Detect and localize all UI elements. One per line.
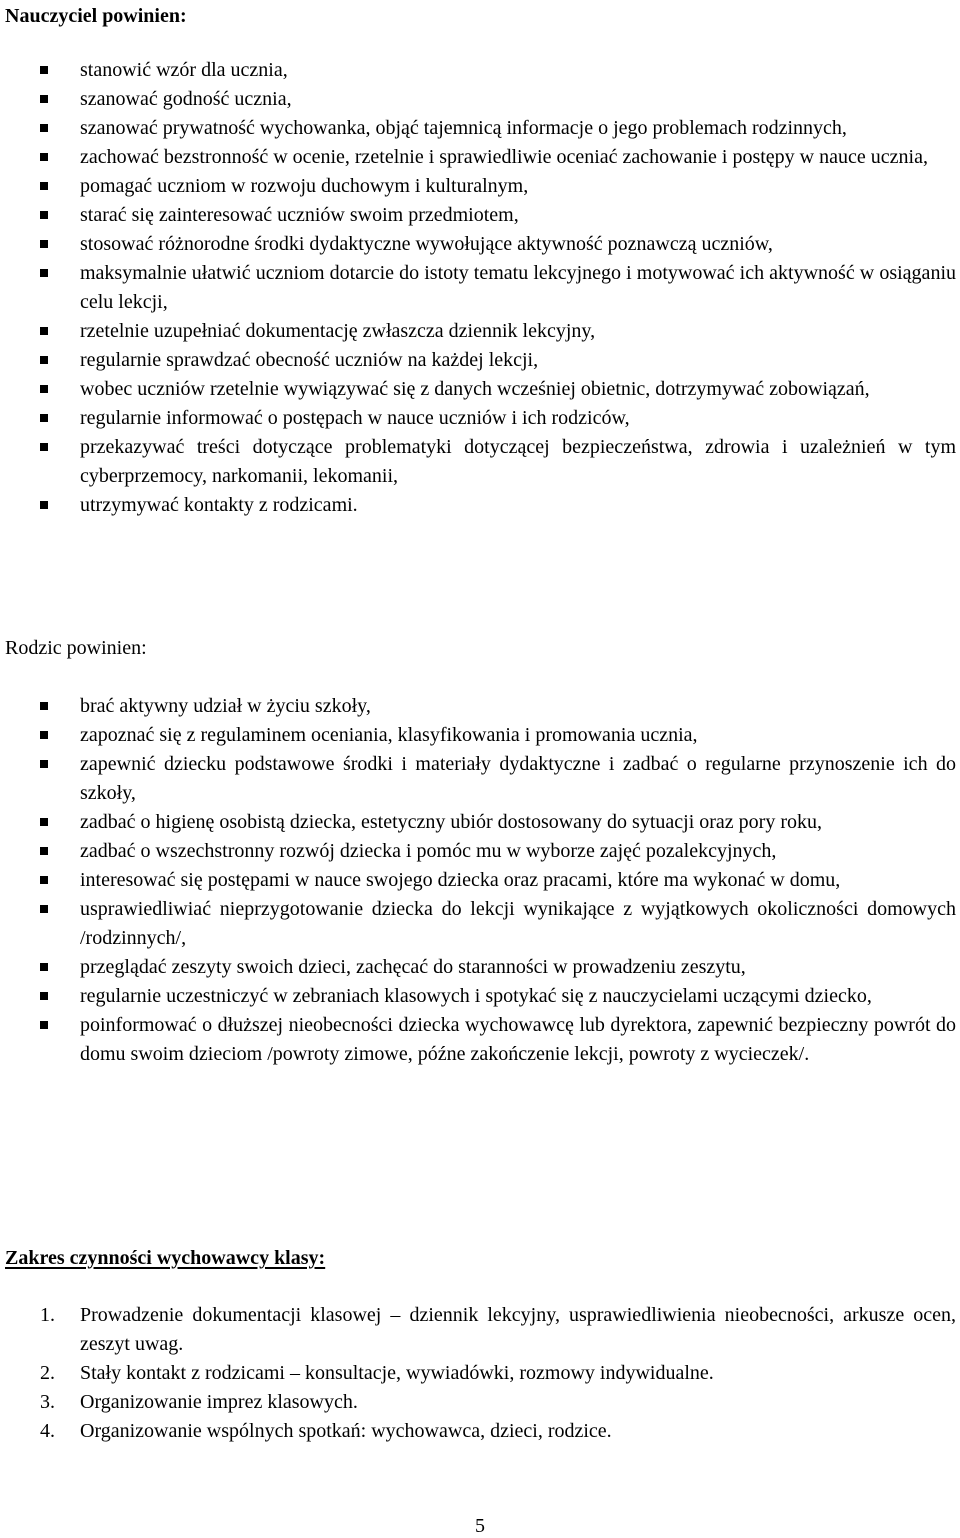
square-bullet-icon	[40, 95, 48, 103]
list-item-text: utrzymywać kontakty z rodzicami.	[80, 494, 358, 516]
list-item-text: szanować godność ucznia,	[80, 88, 292, 110]
list-item-text: regularnie informować o postępach w nauce uczniów i ich rodziców,	[80, 407, 630, 429]
list-item	[0, 259, 956, 317]
list-item	[0, 433, 956, 491]
list-item	[0, 491, 956, 520]
list-item-text: brać aktywny udział w życiu szkoły,	[80, 695, 371, 717]
list-item-text: zachować bezstronność w ocenie, rzetelnie i sprawiedliwie oceniać zachowanie i postępy w nauce ucznia,	[80, 146, 928, 168]
list-item-text: przekazywać treści dotyczące problematyki dotyczącej bezpieczeństwa, zdrowia i uzależnień w tym cyberprzemocy, narkomanii, lekomanii,	[80, 436, 956, 487]
list-item	[0, 1359, 956, 1388]
square-bullet-icon	[40, 414, 48, 422]
square-bullet-icon	[40, 240, 48, 248]
list-item	[0, 982, 956, 1011]
list-item	[0, 56, 956, 85]
list-item-text: zadbać o higienę osobistą dziecka, estetyczny ubiór dostosowany do sytuacji oraz pory roku,	[80, 811, 823, 833]
list-item-number: 2.	[40, 1362, 55, 1384]
square-bullet-icon	[40, 66, 48, 74]
list-item-text: Prowadzenie dokumentacji klasowej – dziennik lekcyjny, usprawiedliwienia nieobecności, arkusze ocen, zeszyt uwag.	[80, 1304, 956, 1355]
section-title-homeroom: Zakres czynności wychowawcy klasy:	[5, 1247, 326, 1269]
square-bullet-icon	[40, 963, 48, 971]
list-item-text: szanować prywatność wychowanka, objąć tajemnicą informacje o jego problemach rodzinnych,	[80, 117, 847, 139]
list-item	[0, 172, 956, 201]
list-item-text: Organizowanie imprez klasowych.	[80, 1391, 358, 1413]
homeroom-duties-list	[0, 1301, 960, 1446]
list-item-text: zapoznać się z regulaminem oceniania, klasyfikowania i promowania ucznia,	[80, 724, 698, 746]
square-bullet-icon	[40, 702, 48, 710]
square-bullet-icon	[40, 760, 48, 768]
list-item-number: 3.	[40, 1391, 55, 1413]
list-item-text: wobec uczniów rzetelnie wywiązywać się z danych wcześniej obietnic, dotrzymywać zobowiązań,	[80, 378, 870, 400]
square-bullet-icon	[40, 905, 48, 913]
list-item	[0, 143, 956, 172]
list-item	[0, 808, 956, 837]
list-item-text: starać się zainteresować uczniów swoim przedmiotem,	[80, 204, 519, 226]
square-bullet-icon	[40, 1021, 48, 1029]
list-item	[0, 85, 956, 114]
list-item	[0, 750, 956, 808]
square-bullet-icon	[40, 153, 48, 161]
list-item	[0, 1388, 956, 1417]
list-item-text: zadbać o wszechstronny rozwój dziecka i pomóc mu w wyborze zajęć pozalekcyjnych,	[80, 840, 777, 862]
square-bullet-icon	[40, 818, 48, 826]
list-item	[0, 346, 956, 375]
list-item-number: 1.	[40, 1304, 55, 1326]
list-item	[0, 1011, 956, 1069]
section-title-teacher: Nauczyciel powinien:	[5, 5, 187, 27]
list-item	[0, 953, 956, 982]
list-item	[0, 1301, 956, 1359]
list-item	[0, 866, 956, 895]
list-item-text: przeglądać zeszyty swoich dzieci, zachęcać do staranności w prowadzeniu zeszytu,	[80, 956, 746, 978]
list-item-text: Stały kontakt z rodzicami – konsultacje, wywiadówki, rozmowy indywidualne.	[80, 1362, 714, 1384]
list-item	[0, 375, 956, 404]
square-bullet-icon	[40, 443, 48, 451]
square-bullet-icon	[40, 356, 48, 364]
square-bullet-icon	[40, 124, 48, 132]
list-item-text: pomagać uczniom w rozwoju duchowym i kulturalnym,	[80, 175, 529, 197]
list-item-text: interesować się postępami w nauce swojego dziecka oraz pracami, które ma wykonać w domu,	[80, 869, 841, 891]
square-bullet-icon	[40, 847, 48, 855]
square-bullet-icon	[40, 992, 48, 1000]
square-bullet-icon	[40, 731, 48, 739]
list-item	[0, 317, 956, 346]
square-bullet-icon	[40, 269, 48, 277]
list-item	[0, 837, 956, 866]
square-bullet-icon	[40, 182, 48, 190]
list-item	[0, 201, 956, 230]
list-item-text: regularnie uczestniczyć w zebraniach klasowych i spotykać się z nauczycielami uczącymi dziecko,	[80, 985, 872, 1007]
list-item	[0, 895, 956, 953]
teacher-duties-list	[0, 56, 960, 520]
list-item-text: stosować różnorodne środki dydaktyczne wywołujące aktywność poznawczą uczniów,	[80, 233, 773, 255]
list-item-text: poinformować o dłuższej nieobecności dziecka wychowawcę lub dyrektora, zapewnić bezpieczny powrót do domu swoim dzieciom /powroty zimowe, późne zakończenie lekcji, powroty z wycieczek/.	[80, 1014, 956, 1065]
square-bullet-icon	[40, 211, 48, 219]
list-item	[0, 721, 956, 750]
list-item	[0, 692, 956, 721]
square-bullet-icon	[40, 876, 48, 884]
list-item-text: usprawiedliwiać nieprzygotowanie dziecka do lekcji wynikające z wyjątkowych okoliczności domowych /rodzinnych/,	[80, 898, 956, 949]
parent-duties-list	[0, 692, 960, 1069]
list-item	[0, 404, 956, 433]
list-item-text: zapewnić dziecku podstawowe środki i materiały dydaktyczne i zadbać o regularne przynoszenie ich do szkoły,	[80, 753, 956, 804]
list-item	[0, 230, 956, 259]
list-item-text: stanowić wzór dla ucznia,	[80, 59, 288, 81]
list-item-text: maksymalnie ułatwić uczniom dotarcie do istoty tematu lekcyjnego i motywować ich aktywność w osiąganiu celu lekcji,	[80, 262, 956, 313]
list-item	[0, 114, 956, 143]
list-item-text: Organizowanie wspólnych spotkań: wychowawca, dzieci, rodzice.	[80, 1420, 612, 1442]
list-item-text: regularnie sprawdzać obecność uczniów na każdej lekcji,	[80, 349, 539, 371]
list-item	[0, 1417, 956, 1446]
square-bullet-icon	[40, 327, 48, 335]
list-item-number: 4.	[40, 1420, 55, 1442]
section-title-parent: Rodzic powinien:	[5, 637, 147, 659]
square-bullet-icon	[40, 385, 48, 393]
list-item-text: rzetelnie uzupełniać dokumentację zwłaszcza dziennik lekcyjny,	[80, 320, 596, 342]
page-number: 5	[475, 1515, 485, 1537]
square-bullet-icon	[40, 501, 48, 509]
